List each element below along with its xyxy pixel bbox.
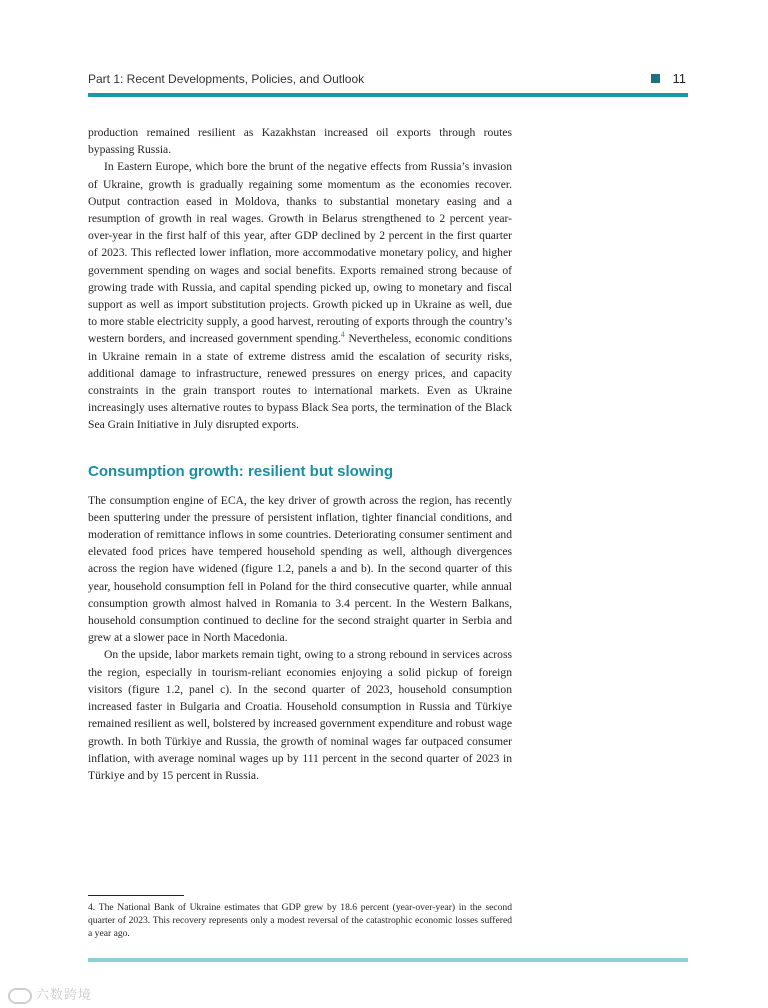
paragraph-2-text: In Eastern Europe, which bore the brunt of the negative effects from Russia’s invasion of Ukraine, growth is gradually regaining some momentum as the economies recover. Output contraction eased in Moldova, thanks to substantial monetary easing and a resumption of growth in real wages. Growth in Belarus strengthened to 2 percent year-over-year in the first half of this year, after GDP declined by 2 percent in the first quarter of 2023. This reflected lower inflation, more accommodative monetary policy, and higher government spending on wages and social benefits. Exports remained strong because of growing trade with Russia, and capital spending picked up, owing to monetary and fiscal support as well as import substitution projects. Growth picked up in Ukraine as well, due to more stable electricity supply, a good harvest, rerouting of exports through the country’s western borders, and increased government spending. [88,160,512,346]
body-text [88,124,512,784]
paragraph-1: production remained resilient as Kazakhstan increased oil exports through routes bypassing Russia. [88,126,512,157]
footnote: 4. The National Bank of Ukraine estimates that GDP grew by 18.6 percent (year-over-year) in the second quarter of 2023. This recovery represents only a modest reversal of the catastrophic economic losses suffered a year ago. [88,902,512,940]
footnote-ref[interactable]: 4 [340,330,345,340]
watermark-logo-icon [8,988,32,1004]
paragraph-3: The consumption engine of ECA, the key driver of growth across the region, has recently been sputtering under the pressure of persistent inflation, tighter financial conditions, and moderation of remittance inflows in some countries. Deteriorating consumer sentiment and elevated food prices have tempered household spending as well, although divergences across the region have widened (figure 1.2, panels a and b). In the second quarter of this year, household consumption fell in Poland for the third consecutive quarter, while annual consumption growth almost halved in Romania to 3.4 percent. In the Western Balkans, household consumption continued to decline for the second straight quarter in Serbia and grew at a slower pace in North Macedonia. [88,493,512,645]
paragraph-2 [88,158,512,433]
part-title: Part 1: Recent Developments, Policies, and Outlook [88,72,365,86]
paragraph-4: On the upside, labor markets remain tight, owing to a strong rebound in services across the region, especially in tourism-reliant economies enjoying a solid pickup of foreign visitors (figure 1.2, panel c). In the second quarter of 2023, household consumption increased faster in Bulgaria and Croatia. Household consumption in Russia and Türkiye remained resilient as well, bolstered by increased government expenditure and robust wage growth. In both Türkiye and Russia, the growth of nominal wages far outpaced consumer inflation, with average nominal wages up by 111 percent in the second quarter of 2023 in Türkiye and by 15 percent in Russia. [88,648,512,782]
paragraph-2-continued: Nevertheless, economic conditions in Ukraine remain in a state of extreme distress amid the escalation of security risks, additional damage to infrastructure, renewed pressures on energy prices, and capacity constraints in the grain transport routes to international markets. Even as Ukraine increasingly uses alternative routes to bypass Black Sea ports, the termination of the Black Sea Grain Initiative in July disrupted exports. [88,332,512,432]
square-marker-icon [651,74,660,83]
section-heading: Consumption growth: resilient but slowing [88,462,393,480]
watermark [8,984,92,1004]
header-rule [88,93,688,97]
watermark-text: 六数跨境 [36,988,93,1003]
running-header [88,70,688,92]
page-number: 11 [672,71,686,86]
footnote-rule [88,895,184,896]
footer-rule [88,958,688,962]
